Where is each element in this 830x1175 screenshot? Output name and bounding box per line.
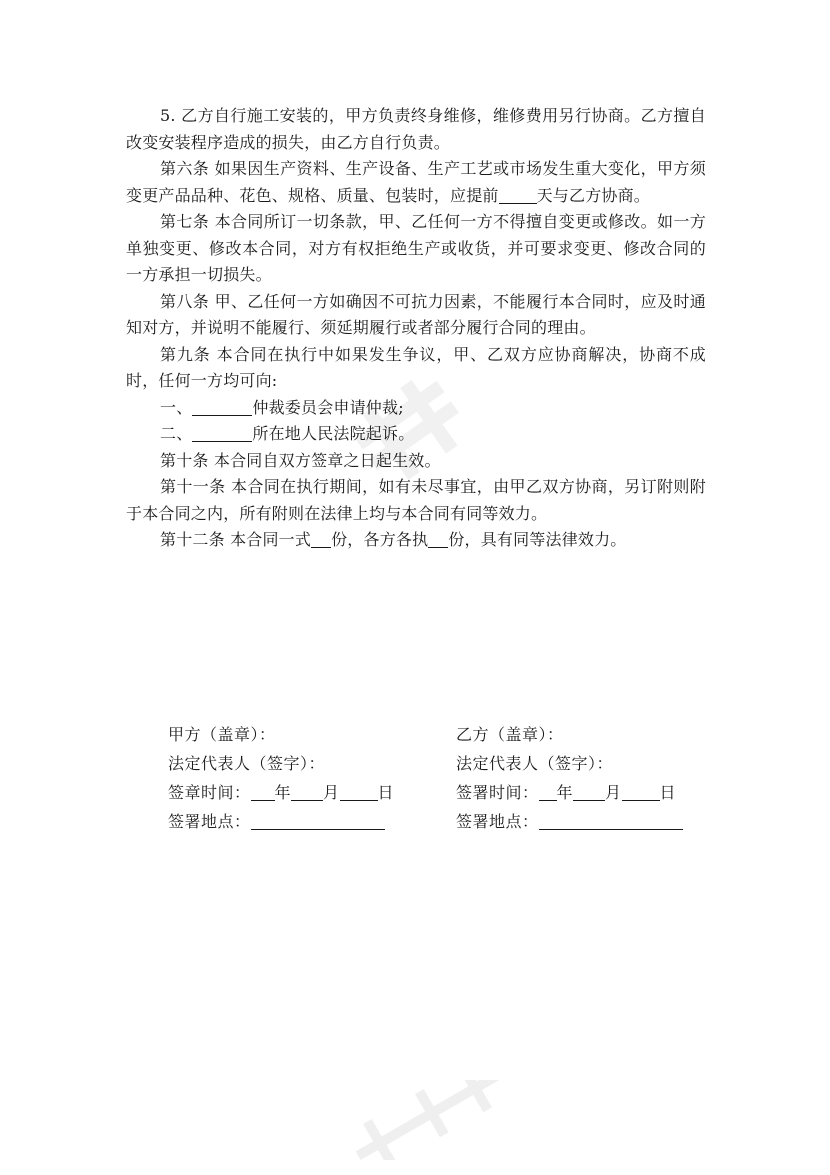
article-7-text: 第七条 本合同所订一切条款，甲、乙任何一方不得擅自变更或修改。如一方单独变更、修改本合同，对方有权拒绝生产或收货，并可要求变更、修改合同的一方承担一切损失。 xyxy=(126,212,706,284)
month-label: 月 xyxy=(323,783,340,802)
option-2-text: 所在地人民法院起诉。 xyxy=(252,424,415,443)
party-b-rep-label: 法定代表人（签字）： xyxy=(456,754,614,773)
party-a-seal-label: 甲方（盖章）： xyxy=(168,725,276,744)
party-b-month-blank[interactable] xyxy=(573,782,605,801)
each-copies-blank[interactable] xyxy=(428,529,448,548)
article-11-text: 第十一条 本合同在执行期间，如有未尽事宜，由甲乙双方协商，另订附则附于本合同之内，所有附则在法律上均与本合同有同等效力。 xyxy=(126,477,706,523)
arbitration-blank[interactable] xyxy=(192,397,252,416)
party-b-date-row xyxy=(456,778,683,807)
party-b-place-row xyxy=(456,807,683,836)
party-b-seal-label: 乙方（盖章）： xyxy=(456,725,564,744)
party-b-day-blank[interactable] xyxy=(622,782,660,801)
article-7 xyxy=(126,209,706,289)
article-12-post: 份，具有同等法律效力。 xyxy=(448,530,627,549)
watermark-stamp xyxy=(330,350,490,510)
article-12-mid: 份，各方各执 xyxy=(331,530,429,549)
party-b-signature xyxy=(456,720,683,836)
watermark-bottom xyxy=(330,1080,530,1160)
article-10-text: 第十条 本合同自双方签章之日起生效。 xyxy=(160,450,441,470)
article-6 xyxy=(126,156,706,209)
year-label: 年 xyxy=(274,783,292,802)
party-a-place-row xyxy=(168,807,394,836)
party-a-date-label: 签章时间： xyxy=(168,783,251,802)
article-6-tail: 天与乙方协商。 xyxy=(536,185,651,205)
article-8 xyxy=(126,289,706,342)
party-a-signature xyxy=(168,720,394,836)
court-blank[interactable] xyxy=(192,423,252,442)
party-a-month-blank[interactable] xyxy=(291,782,323,801)
article-12-pre: 第十二条 本合同一式 xyxy=(160,530,312,549)
party-b-year-blank[interactable] xyxy=(539,782,557,801)
party-a-day-blank[interactable] xyxy=(340,782,378,801)
party-a-date-row xyxy=(168,778,394,807)
party-b-date-label: 签署时间： xyxy=(456,783,539,802)
option-2-prefix: 二、 xyxy=(160,424,193,443)
article-8-text: 第八条 甲、乙任何一方如确因不可抗力因素，不能履行本合同时，应及时通知对方，并说明不能履行、须延期履行或者部分履行合同的理由。 xyxy=(126,291,706,337)
option-1-prefix: 一、 xyxy=(160,397,193,417)
party-b-place-label: 签署地点： xyxy=(456,812,539,831)
clause-5 xyxy=(126,103,706,156)
month-label: 月 xyxy=(605,783,622,802)
article-9-text: 第九条 本合同在执行中如果发生争议，甲、乙双方应协商解决，协商不成时，任何一方均可向: xyxy=(126,344,706,390)
day-label: 日 xyxy=(659,783,677,802)
copies-blank[interactable] xyxy=(311,529,331,548)
party-a-place-blank[interactable] xyxy=(251,811,385,830)
option-1-text: 仲裁委员会申请仲裁; xyxy=(252,397,404,417)
party-a-place-label: 签署地点： xyxy=(168,812,251,831)
article-6-text: 第六条 如果因生产资料、生产设备、生产工艺或市场发生重大变化，甲方须变更产品品种、花色、规格、质量、包装时，应提前 xyxy=(126,159,706,205)
days-blank[interactable] xyxy=(499,185,537,204)
party-a-rep-label: 法定代表人（签字）： xyxy=(168,754,326,773)
article-12 xyxy=(126,527,706,554)
party-a-year-blank[interactable] xyxy=(251,782,275,801)
clause-5-text: 5. 乙方自行施工安装的，甲方负责终身维修，维修费用另行协商。乙方擅自改变安装程序造成的损失，由乙方自行负责。 xyxy=(126,106,706,152)
party-b-place-blank[interactable] xyxy=(539,811,683,830)
year-label: 年 xyxy=(556,783,574,802)
day-label: 日 xyxy=(377,783,395,802)
